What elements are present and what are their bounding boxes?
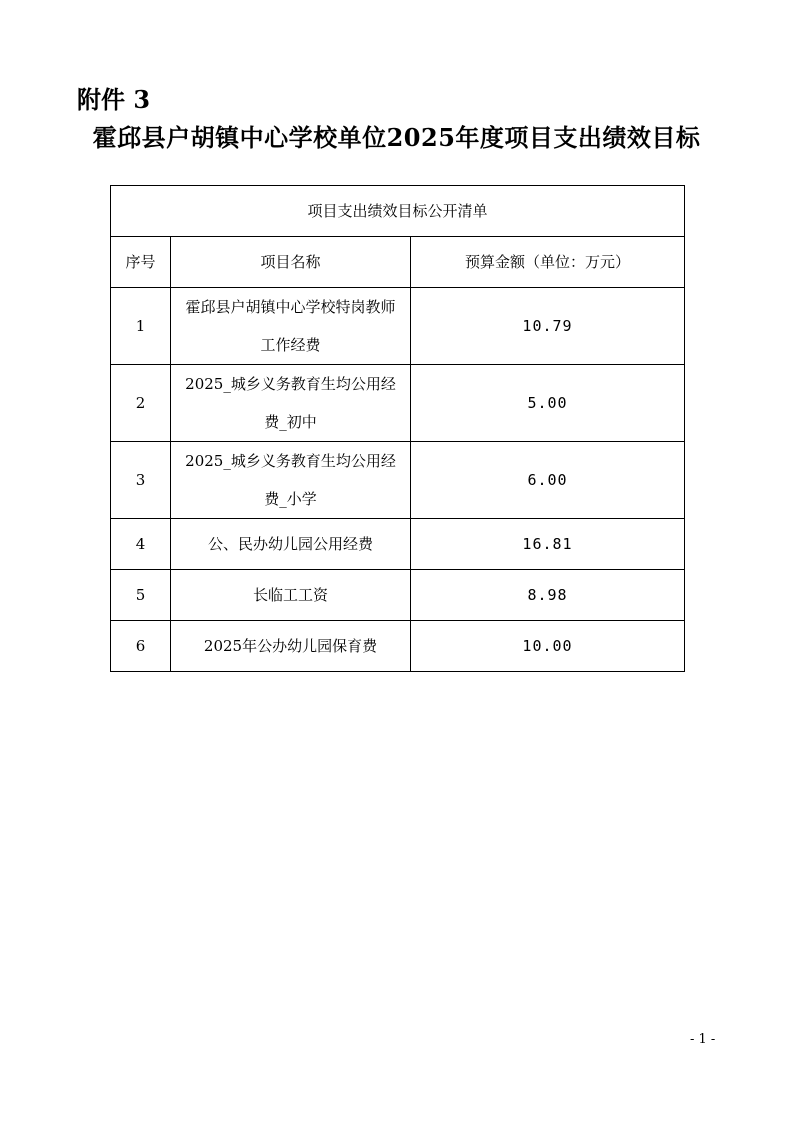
row-seq: 5 bbox=[111, 570, 171, 621]
row-amount: 10.00 bbox=[411, 621, 685, 672]
document-title: 霍邱县户胡镇中心学校单位2025年度项目支出绩效目标 bbox=[92, 123, 701, 152]
row-amount: 5.00 bbox=[411, 365, 685, 442]
row-amount: 6.00 bbox=[411, 442, 685, 519]
table-row bbox=[111, 365, 685, 442]
page-number: - 1 - bbox=[690, 1032, 716, 1047]
column-header-amount: 预算金额（单位：万元） bbox=[411, 237, 685, 288]
table-row bbox=[111, 570, 685, 621]
row-amount: 16.81 bbox=[411, 519, 685, 570]
row-project-name: 公、民办幼儿园公用经费 bbox=[171, 519, 411, 570]
table-row bbox=[111, 621, 685, 672]
table-row bbox=[111, 442, 685, 519]
row-seq: 1 bbox=[111, 288, 171, 365]
row-project-name: 长临工工资 bbox=[171, 570, 411, 621]
row-seq: 6 bbox=[111, 621, 171, 672]
row-amount: 10.79 bbox=[411, 288, 685, 365]
row-project-name: 2025年公办幼儿园保育费 bbox=[171, 621, 411, 672]
row-amount: 8.98 bbox=[411, 570, 685, 621]
column-header-name: 项目名称 bbox=[171, 237, 411, 288]
row-project-name: 霍邱县户胡镇中心学校特岗教师工作经费 bbox=[171, 288, 411, 365]
column-header-seq: 序号 bbox=[111, 237, 171, 288]
attachment-label: 附件 3 bbox=[77, 85, 151, 114]
table-header-row bbox=[111, 237, 685, 288]
row-project-name: 2025_城乡义务教育生均公用经费_小学 bbox=[171, 442, 411, 519]
row-seq: 3 bbox=[111, 442, 171, 519]
table-caption-row bbox=[111, 186, 685, 237]
project-table bbox=[110, 185, 685, 672]
row-seq: 2 bbox=[111, 365, 171, 442]
row-seq: 4 bbox=[111, 519, 171, 570]
table-row bbox=[111, 519, 685, 570]
table-caption: 项目支出绩效目标公开清单 bbox=[111, 186, 685, 237]
row-project-name: 2025_城乡义务教育生均公用经费_初中 bbox=[171, 365, 411, 442]
table-row bbox=[111, 288, 685, 365]
